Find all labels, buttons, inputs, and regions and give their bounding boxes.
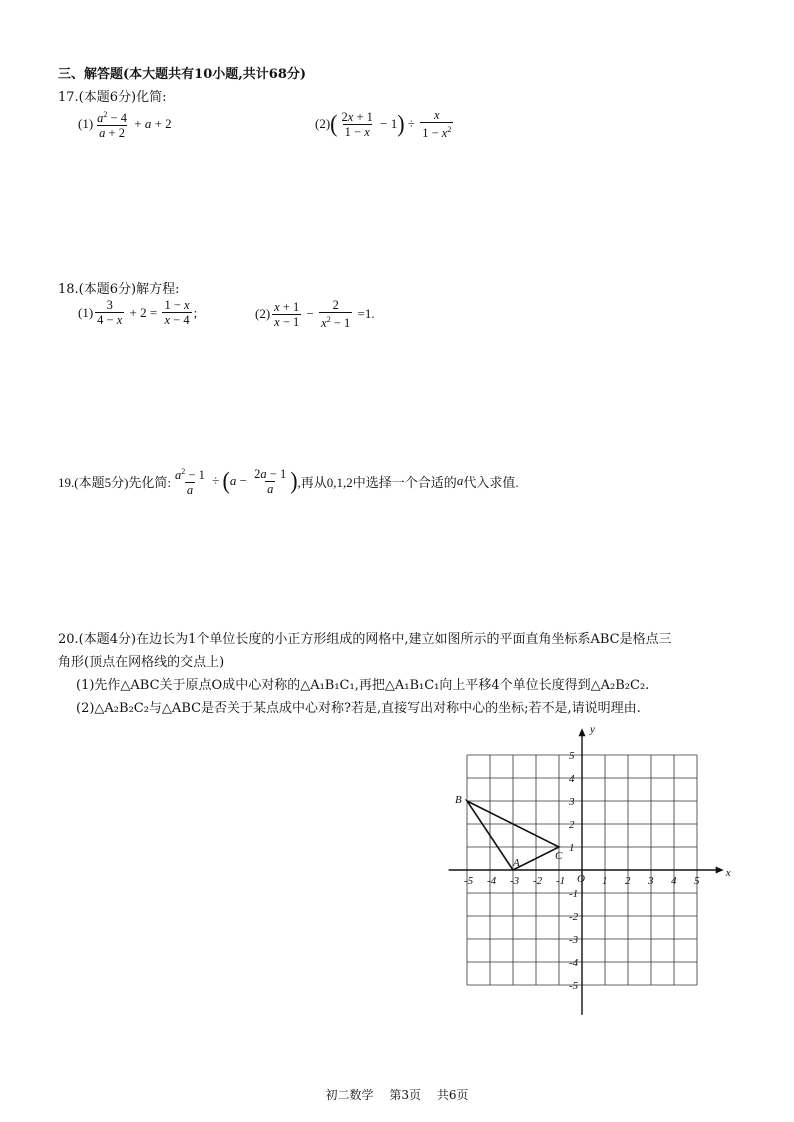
y-tick-label: 2: [569, 819, 575, 831]
vertex-label-c: C: [555, 850, 563, 862]
footer-total: 共6页: [436, 1088, 469, 1102]
x-tick-label: -4: [487, 875, 497, 887]
x-tick-label: -3: [510, 875, 520, 887]
y-tick-label: -1: [569, 888, 579, 900]
y-tick-label: 5: [569, 750, 575, 762]
y-tick-label: 1: [569, 842, 575, 854]
vertex-label-a: A: [513, 857, 520, 869]
q20-line3: (1)先作△ABC关于原点O成中心对称的△A₁B₁C₁,再把△A₁B₁C₁向上平移4个单位长度得到△A₂B₂C₂.: [76, 678, 650, 693]
x-tick-label: -1: [556, 875, 566, 887]
x-tick-label: 3: [648, 875, 654, 887]
q17-heading: 17.(本题6分)化简:: [58, 90, 167, 105]
x-tick-label: 4: [671, 875, 677, 887]
x-tick-label: 5: [694, 875, 700, 887]
vertex-label-b: B: [455, 794, 462, 806]
footer-page: 第3页: [389, 1088, 421, 1102]
y-tick-label: 3: [569, 796, 575, 808]
y-tick-label: -3: [569, 934, 579, 946]
q20-line1: 20.(本题4分)在边长为1个单位长度的小正方形组成的网格中,建立如图所示的平面直角坐标系ABC是格点三: [58, 632, 672, 647]
q18-part1: (1) $\frac{3}{4 - x}$ + 2 = $\frac{1 - x}{x - 4}$ ;: [78, 298, 198, 327]
origin-label: O: [577, 873, 585, 885]
q18-heading: 18.(本题6分)解方程:: [58, 282, 180, 297]
x-tick-label: 1: [602, 875, 608, 887]
footer-subject: 初二数学: [325, 1088, 374, 1102]
section-title: 三、解答题(本大题共有10小题,共计68分): [58, 67, 307, 82]
q18-part2: (2) $\frac{x + 1}{x - 1}$ − $\frac{2}{x^2 - 1}$ =1.: [255, 298, 375, 330]
x-tick-label: 2: [625, 875, 631, 887]
y-tick-label: 4: [569, 773, 575, 785]
q17-part2: (2) ( $\frac{2x + 1}{1 - x}$ − 1 ) ÷ $\frac{x}{1 - x^2}$: [315, 108, 452, 140]
q19: 19.(本题5分)先化简: $\frac{a^2 - 1}{a}$ ÷ ( a − $\frac{2a - 1}{a}$ ) ,再从0,1,2中选择一个合适的 a 代入求值.: [58, 466, 519, 497]
y-axis-label: y: [590, 723, 595, 736]
y-tick-label: -4: [569, 957, 579, 969]
y-axis-arrow: [579, 728, 586, 736]
coordinate-grid: [430, 723, 731, 1028]
x-axis-arrow: [716, 867, 724, 874]
q20-line2: 角形(顶点在网格线的交点上): [58, 655, 225, 670]
q20-line4: (2)△A₂B₂C₂与△ABC是否关于某点成中心对称?若是,直接写出对称中心的坐标;若不是,请说明理由.: [76, 701, 641, 716]
y-tick-label: -2: [569, 911, 579, 923]
q19-heading: 19.(本题5分)先化简:: [58, 474, 172, 490]
x-axis-label: x: [725, 867, 731, 879]
x-tick-label: -5: [464, 875, 474, 887]
x-tick-label: -2: [533, 875, 543, 887]
q17-part1: (1) $\frac{a^2 - 4}{a + 2}$ + a + 2: [78, 110, 172, 140]
y-tick-label: -5: [569, 980, 579, 992]
page-footer: [0, 1086, 794, 1103]
